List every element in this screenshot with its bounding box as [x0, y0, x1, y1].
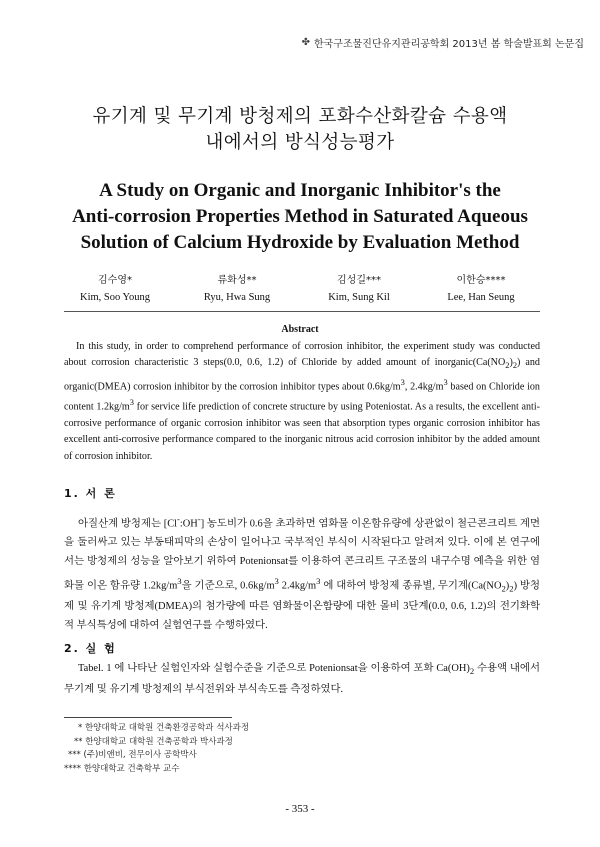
page-number: - 353 -: [285, 803, 315, 815]
author-name-en: Ryu, Hwa Sung: [203, 292, 271, 303]
author-name-ko: 김수영*: [98, 275, 132, 286]
conference-header-text: 한국구조물진단유지관리공학회 2013년 봄 학술발표회 논문집: [313, 39, 584, 50]
author-divider: [64, 311, 540, 312]
author-1: [60, 272, 170, 306]
author-4: [426, 272, 536, 306]
conference-header: [302, 35, 584, 50]
author-name-ko: 김성길***: [337, 275, 381, 286]
english-title-line-1: A Study on Organic and Inorganic Inhibitor's the: [99, 180, 501, 201]
section-2-body: [64, 660, 540, 700]
section-1-heading: 1. 서 론: [64, 487, 117, 500]
abstract-body: [64, 339, 540, 465]
abstract-paragraph: In this study, in order to comprehend performance of corrosion inhibitor, the experiment study was conducted about corrosion characteristic 3 steps(0.0, 0.6, 1.2) of Chloride by added amount of $inorganic(Ca(NO_2)_2)$ and organic(DMEA) corrosion inhibitor by the corrosion inhibitor types about $0.6kg/m^3$, $2.4kg/m^3$ based on Chloride ion content $1.2kg/m^3$ for service life prediction of concrete structure by using Poteniostat. As a results, the excellent anti-corrosive performance of organic corrosion inhibitor was seen that absorption types organic corrosion inhibitor has excellent anti-corrosive performance compared to the inorganic nitrous acid corrosion inhibitor by the added amount of corrosion inhibitor.: [64, 341, 541, 462]
footnote-3: *** (주)비앤비, 전무이사 공학박사: [68, 750, 197, 760]
english-title-line-2: Anti-corrosion Properties Method in Saturated Aqueous: [72, 206, 528, 227]
author-name-ko: 이한승****: [456, 275, 506, 286]
footnote-4: **** 한양대학교 건축학부 교수: [64, 763, 180, 774]
author-2: [182, 272, 292, 306]
footnote-1: * 한양대학교 대학원 건축환경공학과 석사과정: [78, 723, 250, 733]
section-1-body: [64, 510, 540, 636]
author-name-en: Lee, Han Seung: [447, 292, 515, 303]
section-2-heading: 2. 실 험: [64, 642, 117, 655]
footnote-divider: [64, 717, 232, 718]
english-title-line-3: Solution of Calcium Hydroxide by Evaluation Method: [80, 232, 520, 253]
section-1-paragraph: 아질산계 방청제는 [Cl-:OH-] 농도비가 0.6을 초과하면 염화물 이온함유량에 상관없이 철근콘크리트 계면을 둘러싸고 있는 부동태피막의 손상이 일어나고 국부적인 부식이 시작된다고 알려져 있다. 이에 본 연구에서는 방청제의 성능을 알아보기 위하여 Potenionsat를 이용하여 콘크리트 구조물의 내구수명 예측을 위한 염화물 이온 함유량 $1.2kg/m^3$을 기준으로, $0.6kg/m^3$ $2.4kg/m^3$ 에 대하여 방청제 종류별, 무기계$(Ca(NO_2)_2)$ 방청제 및 유기계 방청제(DMEA)의 첨가량에 따른 염화물이온함량에 대한 몰비 3단계(0.0, 0.6, 1.2)의 전기화학적 부식특성에 대하여 실험연구를 수행하였다.: [64, 514, 541, 631]
english-title: [0, 178, 600, 256]
footnotes: [64, 722, 249, 776]
clover-icon: ✤: [301, 37, 310, 48]
korean-title-line-2: 내에서의 방식성능평가: [205, 132, 395, 153]
author-name-en: Kim, Soo Young: [79, 292, 151, 303]
author-3: [304, 272, 414, 306]
author-list: [60, 272, 536, 306]
korean-title: [0, 104, 600, 156]
abstract-title: Abstract: [281, 324, 319, 335]
author-name-ko: 류화성**: [217, 275, 257, 286]
author-name-en: Kim, Sung Kil: [328, 292, 390, 303]
footnote-2: ** 한양대학교 대학원 건축공학과 박사과정: [74, 736, 233, 747]
korean-title-line-1: 유기계 및 무기계 방청제의 포화수산화칼슘 수용액: [92, 106, 508, 127]
section-2-paragraph: Tabel. 1 에 나타난 실험인자와 실험수준을 기준으로 Potenionsat을 이용하여 포화 $Ca(OH)_2$ 수용액 내에서 무기계 및 유기계 방청제의 부식전위와 부식속도를 측정하였다.: [64, 663, 541, 695]
